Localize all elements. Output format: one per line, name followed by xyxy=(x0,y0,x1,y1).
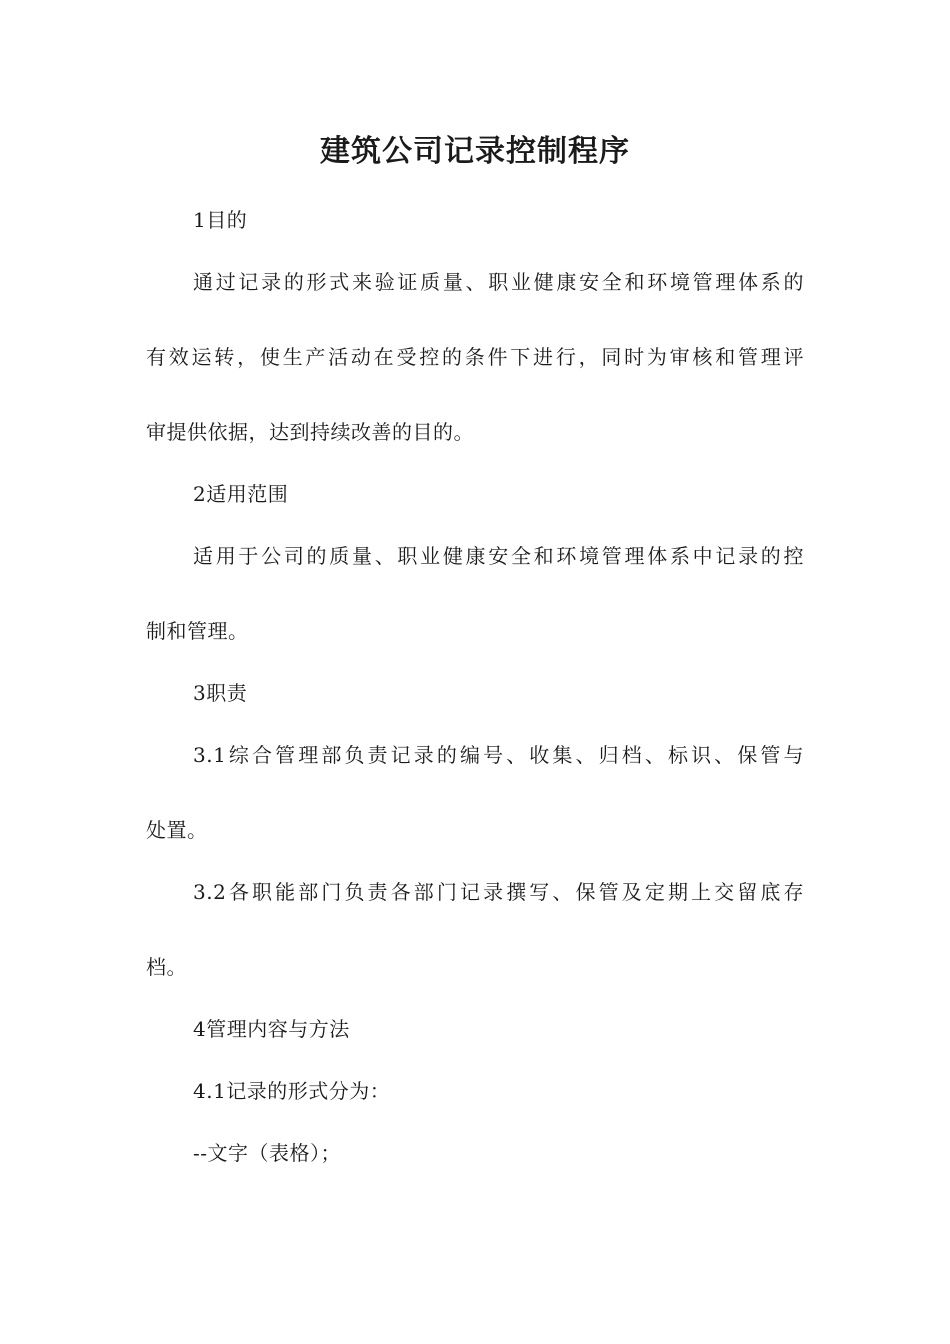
section-heading-responsibilities: 3职责 xyxy=(193,681,248,705)
paragraph-line: 通过记录的形式来验证质量、职业健康安全和环境管理体系的 xyxy=(193,270,804,294)
section-heading-purpose: 1目的 xyxy=(193,208,248,232)
paragraph-line: 3.1综合管理部负责记录的编号、收集、归档、标识、保管与 xyxy=(193,743,804,767)
paragraph-line: 3.2各职能部门负责各部门记录撰写、保管及定期上交留底存 xyxy=(193,880,804,904)
paragraph-line: 处置。 xyxy=(146,818,208,842)
paragraph-line: 4.1记录的形式分为： xyxy=(193,1079,391,1103)
document-title: 建筑公司记录控制程序 xyxy=(320,134,630,169)
section-heading-scope: 2适用范围 xyxy=(193,482,289,506)
paragraph-line: 有效运转，使生产活动在受控的条件下进行，同时为审核和管理评 xyxy=(146,345,804,369)
section-heading-management: 4管理内容与方法 xyxy=(193,1017,350,1041)
paragraph-line: 档。 xyxy=(146,955,187,979)
list-item: --文字（表格）； xyxy=(193,1141,342,1165)
paragraph-line: 审提供依据，达到持续改善的目的。 xyxy=(146,420,474,444)
paragraph-line: 制和管理。 xyxy=(146,619,249,643)
paragraph-line: 适用于公司的质量、职业健康安全和环境管理体系中记录的控 xyxy=(193,544,804,568)
